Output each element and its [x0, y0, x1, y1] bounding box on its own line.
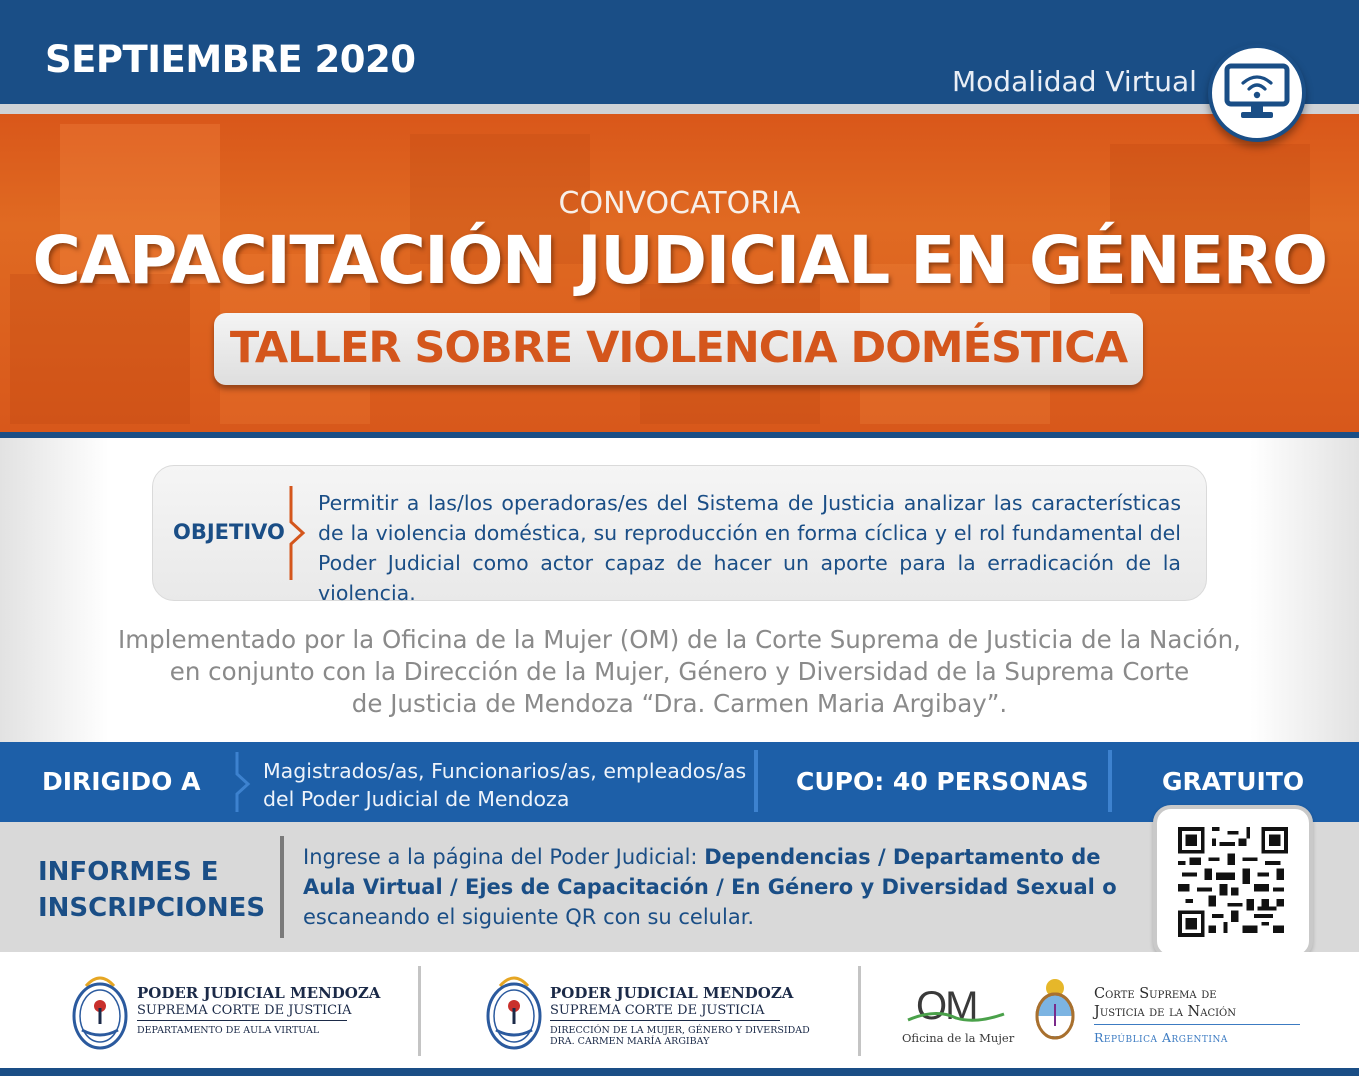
chevron-right-icon	[234, 750, 252, 814]
divider	[418, 966, 421, 1056]
price-label: GRATUITO	[1162, 767, 1305, 796]
divider	[137, 1020, 347, 1021]
argentina-seal-icon	[1030, 976, 1080, 1042]
hero-kicker: CONVOCATORIA	[558, 186, 801, 221]
divider	[280, 836, 284, 938]
objective-text: Permitir a las/los operadoras/es del Sistema de Justicia analizar las características de la violencia doméstica, su reproducción en forma cíclica y el rol fundamental del Poder Judicial como actor capaz de hacer un aporte para la erradicación de la violencia.	[318, 491, 1181, 605]
info-outro: escaneando el siguiente QR con su celular.	[303, 905, 755, 929]
implementation-line: en conjunto con la Dirección de la Mujer, Género y Diversidad de la Suprema Corte	[169, 657, 1190, 686]
bottom-bar	[0, 1068, 1359, 1076]
om-logo: OM	[916, 984, 977, 1028]
om-swoosh-icon	[906, 1010, 1006, 1024]
info-label-line: INFORMES E	[38, 857, 219, 887]
divider	[1108, 750, 1112, 812]
page-title: CAPACITACIÓN JUDICIAL EN GÉNERO	[32, 222, 1327, 299]
audience-label: DIRIGIDO A	[42, 767, 201, 796]
implementation-note	[0, 624, 1359, 720]
info-label-line: INSCRIPCIONES	[38, 893, 266, 923]
qr-code-icon[interactable]	[1153, 805, 1313, 959]
objective-label: OBJETIVO	[173, 520, 285, 544]
subtitle-pill	[214, 313, 1143, 385]
audience-text	[263, 757, 746, 813]
divider	[858, 966, 861, 1056]
divider	[1094, 1024, 1300, 1025]
logo-dept: DRA. CARMEN MARÍA ARGIBAY	[550, 1036, 710, 1047]
logo-name: PODER JUDICIAL MENDOZA	[137, 984, 381, 1002]
divider	[754, 750, 758, 812]
footer	[0, 952, 1359, 1068]
divider	[0, 104, 1359, 114]
csjn-name: Corte Suprema de	[1094, 986, 1217, 1002]
audience-line: del Poder Judicial de Mendoza	[263, 787, 570, 811]
implementation-line: Implementado por la Oficina de la Mujer (OM) de la Corte Suprema de Justicia de la Nación,	[118, 625, 1241, 654]
divider	[550, 1020, 780, 1021]
capacity-label: CUPO: 40 PERSONAS	[796, 767, 1089, 796]
info-text	[303, 842, 1133, 932]
logo-dept: DEPARTAMENTO DE AULA VIRTUAL	[137, 1025, 320, 1036]
info-label	[38, 854, 265, 926]
modality-label: Modalidad Virtual	[952, 65, 1197, 98]
mendoza-seal-icon	[486, 968, 542, 1052]
top-bar	[0, 0, 1359, 104]
info-intro: Ingrese a la página del Poder Judicial:	[303, 845, 705, 869]
subtitle: TALLER SOBRE VIOLENCIA DOMÉSTICA	[229, 323, 1128, 373]
implementation-line: de Justicia de Mendoza “Dra. Carmen Maria Argibay”.	[351, 689, 1008, 718]
csjn-country: República Argentina	[1094, 1030, 1228, 1045]
csjn-name: Justicia de la Nación	[1094, 1004, 1237, 1020]
audience-band	[0, 742, 1359, 822]
event-date: SEPTIEMBRE 2020	[45, 38, 416, 81]
monitor-wifi-icon	[1208, 44, 1306, 142]
chevron-right-icon	[287, 484, 307, 582]
mendoza-seal-icon	[72, 968, 128, 1052]
audience-line: Magistrados/as, Funcionarios/as, empleados/as	[263, 759, 747, 783]
info-path: Dependencias / Departamento de Aula Virtual / Ejes de Capacitación / En Género y Diversidad Sexual o	[303, 845, 1117, 899]
om-caption: Oficina de la Mujer	[902, 1031, 1015, 1045]
logo-court: SUPREMA CORTE DE JUSTICIA	[137, 1003, 352, 1018]
logo-dept: DIRECCIÓN DE LA MUJER, GÉNERO Y DIVERSIDAD	[550, 1025, 810, 1036]
logo-court: SUPREMA CORTE DE JUSTICIA	[550, 1003, 765, 1018]
logo-name: PODER JUDICIAL MENDOZA	[550, 984, 794, 1002]
